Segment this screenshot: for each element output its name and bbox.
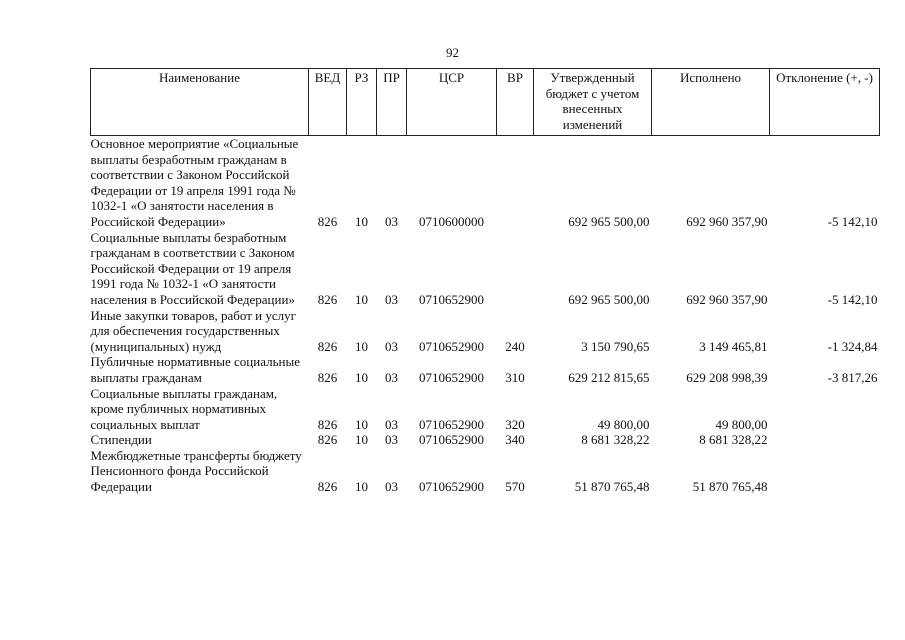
row-ved: 826 [317, 416, 338, 432]
header-deviation: Отклонение (+, -) [770, 69, 880, 136]
row-ved: 826 [317, 479, 338, 495]
row-csr: 0710652900 [419, 369, 484, 385]
header-ved: ВЕД [309, 69, 347, 136]
row-rz: 10 [355, 338, 368, 354]
row-vr: 570 [505, 479, 525, 495]
row-approved: 8 681 328,22 [581, 432, 650, 448]
header-name: Наименование [91, 69, 309, 136]
header-rz: РЗ [347, 69, 377, 136]
row-executed: 692 960 357,90 [686, 291, 768, 307]
row-ved: 826 [317, 213, 338, 229]
row-approved: 629 212 815,65 [568, 369, 650, 385]
row-rz: 10 [355, 479, 368, 495]
row-pr: 03 [385, 291, 398, 307]
row-executed: 629 208 998,39 [686, 369, 768, 385]
header-executed: Исполнено [652, 69, 770, 136]
table-row [91, 448, 880, 495]
row-pr: 03 [385, 213, 398, 229]
row-rz: 10 [355, 291, 368, 307]
row-pr: 03 [385, 432, 398, 448]
row-vr [497, 230, 534, 308]
row-csr: 0710652900 [419, 479, 484, 495]
row-executed: 692 960 357,90 [686, 213, 768, 229]
row-deviation: -5 142,10 [827, 291, 878, 307]
budget-table [90, 68, 880, 495]
row-deviation [770, 386, 880, 433]
row-approved: 51 870 765,48 [574, 479, 650, 495]
row-name: Социальные выплаты безработным гражданам в соответствии с Законом Российской Федерации от 19 апреля 1991 года № 1032-1 «О занятости населения в Российской Федерации» [90, 229, 295, 307]
row-deviation [770, 448, 880, 495]
row-ved: 826 [317, 291, 338, 307]
row-vr: 310 [505, 369, 525, 385]
row-pr: 03 [385, 416, 398, 432]
row-csr: 0710652900 [419, 338, 484, 354]
table-row [91, 308, 880, 355]
header-approved: Утвержденный бюджет с учетом внесенных изменений [534, 69, 652, 136]
row-rz: 10 [355, 416, 368, 432]
row-name: Социальные выплаты гражданам, кроме публичных нормативных социальных выплат [90, 385, 278, 432]
row-csr: 0710600000 [419, 213, 484, 229]
table-row [91, 230, 880, 308]
row-approved: 3 150 790,65 [581, 338, 650, 354]
row-vr: 340 [505, 432, 525, 448]
row-executed: 3 149 465,81 [699, 338, 768, 354]
row-rz: 10 [355, 369, 368, 385]
header-csr: ЦСР [407, 69, 497, 136]
header-vr: ВР [497, 69, 534, 136]
row-name: Публичные нормативные социальные выплаты гражданам [90, 354, 300, 385]
row-name: Стипендии [90, 432, 152, 448]
row-rz: 10 [355, 432, 368, 448]
row-csr: 0710652900 [419, 432, 484, 448]
row-csr: 0710652900 [419, 291, 484, 307]
row-name: Межбюджетные трансферты бюджету Пенсионного фонда Российской Федерации [90, 447, 302, 495]
row-deviation: -1 324,84 [827, 338, 878, 354]
header-pr: ПР [377, 69, 407, 136]
table-row [91, 136, 880, 230]
row-vr: 320 [505, 416, 525, 432]
row-executed: 49 800,00 [715, 416, 768, 432]
table-header-row [91, 69, 880, 136]
row-approved: 692 965 500,00 [568, 213, 650, 229]
row-name: Иные закупки товаров, работ и услуг для обеспечения государственных (муниципальных) нужд [90, 307, 296, 354]
row-deviation [770, 432, 880, 448]
row-vr [497, 136, 534, 230]
table-row [91, 354, 880, 385]
row-rz: 10 [355, 213, 368, 229]
row-executed: 51 870 765,48 [692, 479, 768, 495]
row-pr: 03 [385, 479, 398, 495]
row-csr: 0710652900 [419, 416, 484, 432]
table-row [91, 386, 880, 433]
row-vr: 240 [505, 338, 525, 354]
row-name: Основное мероприятие «Социальные выплаты безработным гражданам в соответствии с Законом Российской Федерации от 19 апреля 1991 года № 1032-1 «О занятости населения в Российской Федерации» [90, 136, 299, 229]
row-pr: 03 [385, 338, 398, 354]
row-ved: 826 [317, 338, 338, 354]
page-number: 92 [446, 45, 459, 60]
row-executed: 8 681 328,22 [699, 432, 768, 448]
row-pr: 03 [385, 369, 398, 385]
row-deviation: -3 817,26 [827, 369, 878, 385]
row-approved: 692 965 500,00 [568, 291, 650, 307]
table-row [91, 432, 880, 448]
row-approved: 49 800,00 [597, 416, 650, 432]
row-ved: 826 [317, 432, 338, 448]
row-deviation: -5 142,10 [827, 213, 878, 229]
row-ved: 826 [317, 369, 338, 385]
